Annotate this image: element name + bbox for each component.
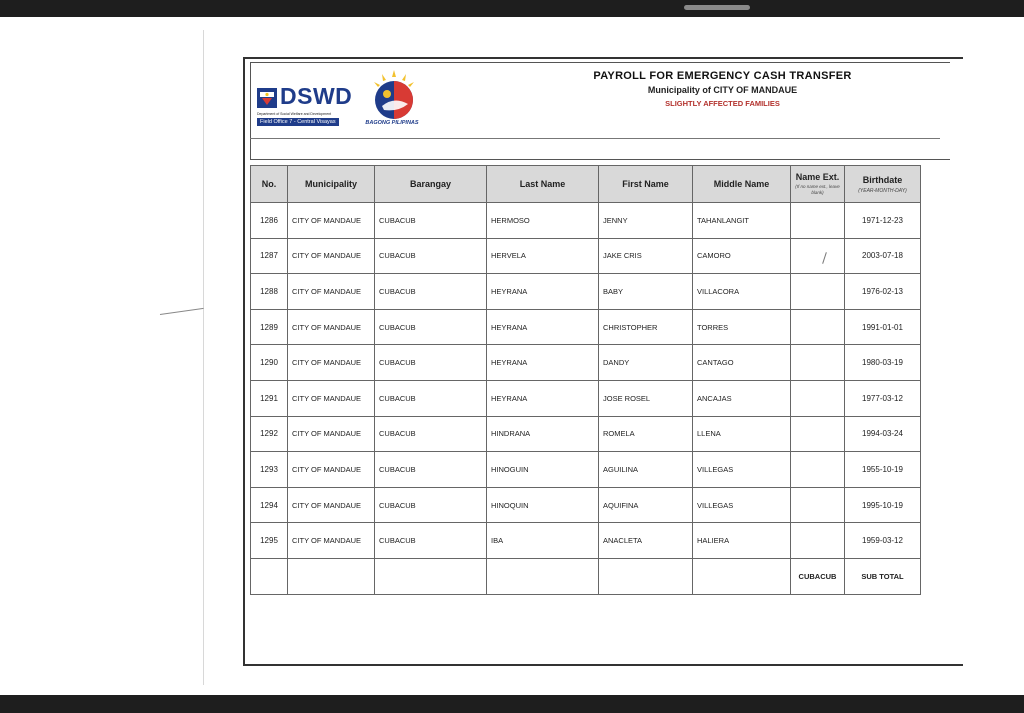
cell-name-ext [791,309,845,345]
cell-middle-name: ANCAJAS [693,380,791,416]
cell-barangay: CUBACUB [375,452,487,488]
cell-birthdate: 2003-07-18 [845,238,921,274]
cell-no: 1287 [251,238,288,274]
cell-municipality: CITY OF MANDAUE [288,203,375,239]
cell-first-name: BABY [599,274,693,310]
cell-empty [251,558,288,594]
document-title-block [560,70,885,108]
cell-municipality: CITY OF MANDAUE [288,380,375,416]
cell-middle-name: CANTAGO [693,345,791,381]
cell-no: 1289 [251,309,288,345]
top-bar [0,0,1024,17]
subtotal-row [251,558,921,594]
cell-no: 1295 [251,523,288,559]
cell-last-name: HINOQUIN [487,487,599,523]
cell-last-name: IBA [487,523,599,559]
cell-name-ext [791,380,845,416]
cell-first-name: ANACLETA [599,523,693,559]
cell-middle-name: TAHANLANGIT [693,203,791,239]
cell-municipality: CITY OF MANDAUE [288,523,375,559]
cell-name-ext [791,203,845,239]
cell-birthdate: 1955-10-19 [845,452,921,488]
col-header-birthdate [845,166,921,203]
cell-no: 1286 [251,203,288,239]
cell-no: 1288 [251,274,288,310]
cell-municipality: CITY OF MANDAUE [288,309,375,345]
cell-middle-name: VILLACORA [693,274,791,310]
cell-first-name: ROMELA [599,416,693,452]
cell-birthdate: 1959-03-12 [845,523,921,559]
birthdate-note: (YEAR-MONTH-DAY) [858,187,907,194]
cell-barangay: CUBACUB [375,416,487,452]
cell-municipality: CITY OF MANDAUE [288,487,375,523]
cell-no: 1291 [251,380,288,416]
cell-municipality: CITY OF MANDAUE [288,274,375,310]
cell-empty [288,558,375,594]
cell-first-name: AGUILINA [599,452,693,488]
bagong-pilipinas-logo-icon [362,68,426,128]
cell-empty [375,558,487,594]
cell-municipality: CITY OF MANDAUE [288,416,375,452]
cell-name-ext [791,523,845,559]
table-row [251,380,921,416]
bottom-bar [0,695,1024,713]
cell-barangay: CUBACUB [375,487,487,523]
cell-no: 1293 [251,452,288,488]
municipality-line: Municipality of CITY OF MANDAUE [647,85,798,95]
col-header-middle-name: Middle Name [693,166,791,203]
cell-municipality: CITY OF MANDAUE [288,345,375,381]
cell-last-name: HERMOSO [487,203,599,239]
cell-barangay: CUBACUB [375,380,487,416]
cell-birthdate: 1994-03-24 [845,416,921,452]
table-row [251,203,921,239]
cell-first-name: AQUIFINA [599,487,693,523]
cell-middle-name: VILLEGAS [693,452,791,488]
dswd-emblem-icon [257,88,277,108]
cell-no: 1290 [251,345,288,381]
cell-name-ext [791,487,845,523]
cell-birthdate: 1995-10-19 [845,487,921,523]
document-title: PAYROLL FOR EMERGENCY CASH TRANSFER [593,70,852,82]
dswd-logo-subtitle: Department of Social Welfare and Development [257,112,332,116]
cell-last-name: HEYRANA [487,309,599,345]
cell-municipality: CITY OF MANDAUE [288,238,375,274]
cell-last-name: HEYRANA [487,345,599,381]
dswd-logo-text: DSWD [280,83,353,109]
cell-last-name: HINDRANA [487,416,599,452]
cell-name-ext [791,345,845,381]
cell-municipality: CITY OF MANDAUE [288,452,375,488]
cell-last-name: HINOGUIN [487,452,599,488]
cell-first-name: JAKE CRIS [599,238,693,274]
table-row [251,274,921,310]
cell-empty [599,558,693,594]
payroll-table [250,165,921,595]
cell-name-ext [791,416,845,452]
cell-last-name: HEYRANA [487,274,599,310]
table-row [251,487,921,523]
cell-birthdate: 1977-03-12 [845,380,921,416]
cell-barangay: CUBACUB [375,238,487,274]
cell-barangay: CUBACUB [375,309,487,345]
cell-birthdate: 1980-03-19 [845,345,921,381]
cell-barangay: CUBACUB [375,203,487,239]
table-body [251,203,921,595]
pen-mark [160,308,204,315]
cell-birthdate: 1991-01-01 [845,309,921,345]
cell-no: 1294 [251,487,288,523]
cell-empty [487,558,599,594]
cell-last-name: HERVELA [487,238,599,274]
cell-birthdate: 1971-12-23 [845,203,921,239]
cell-first-name: JENNY [599,203,693,239]
table-row [251,345,921,381]
field-office-label: Field Office 7 - Central Visayas [257,118,339,126]
cell-middle-name: HALIERA [693,523,791,559]
cell-name-ext [791,452,845,488]
bagong-pilipinas-label: BAGONG PILIPINAS [365,120,419,126]
col-header-first-name: First Name [599,166,693,203]
cell-middle-name: VILLEGAS [693,487,791,523]
dswd-logo [257,85,352,129]
table-header [251,166,921,203]
cell-birthdate: 1976-02-13 [845,274,921,310]
cell-empty [693,558,791,594]
cell-no: 1292 [251,416,288,452]
subtotal-label: SUB TOTAL [845,558,921,594]
cell-last-name: HEYRANA [487,380,599,416]
cell-first-name: CHRISTOPHER [599,309,693,345]
cell-first-name: DANDY [599,345,693,381]
cell-barangay: CUBACUB [375,523,487,559]
cell-first-name: JOSE ROSEL [599,380,693,416]
subtotal-barangay: CUBACUB [791,558,845,594]
cell-barangay: CUBACUB [375,345,487,381]
category-label: SLIGHTLY AFFECTED FAMILIES [665,99,780,108]
birthdate-label: Birthdate [862,174,903,185]
cell-name-ext [791,274,845,310]
col-header-no: No. [251,166,288,203]
name-ext-note: (If no name ext., leave blank) [795,184,840,195]
window-grabber-handle[interactable] [684,5,750,10]
cell-middle-name: CAMORO [693,238,791,274]
col-header-municipality: Municipality [288,166,375,203]
header-divider [250,138,940,139]
cell-barangay: CUBACUB [375,274,487,310]
cell-name-ext [791,238,845,274]
table-row [251,452,921,488]
cell-middle-name: TORRES [693,309,791,345]
cell-middle-name: LLENA [693,416,791,452]
col-header-last-name: Last Name [487,166,599,203]
table-row [251,309,921,345]
name-ext-label: Name Ext. [795,172,840,182]
table-row [251,416,921,452]
paper-edge [203,30,204,685]
table-row [251,523,921,559]
col-header-name-ext [791,166,845,203]
table-row [251,238,921,274]
col-header-barangay: Barangay [375,166,487,203]
